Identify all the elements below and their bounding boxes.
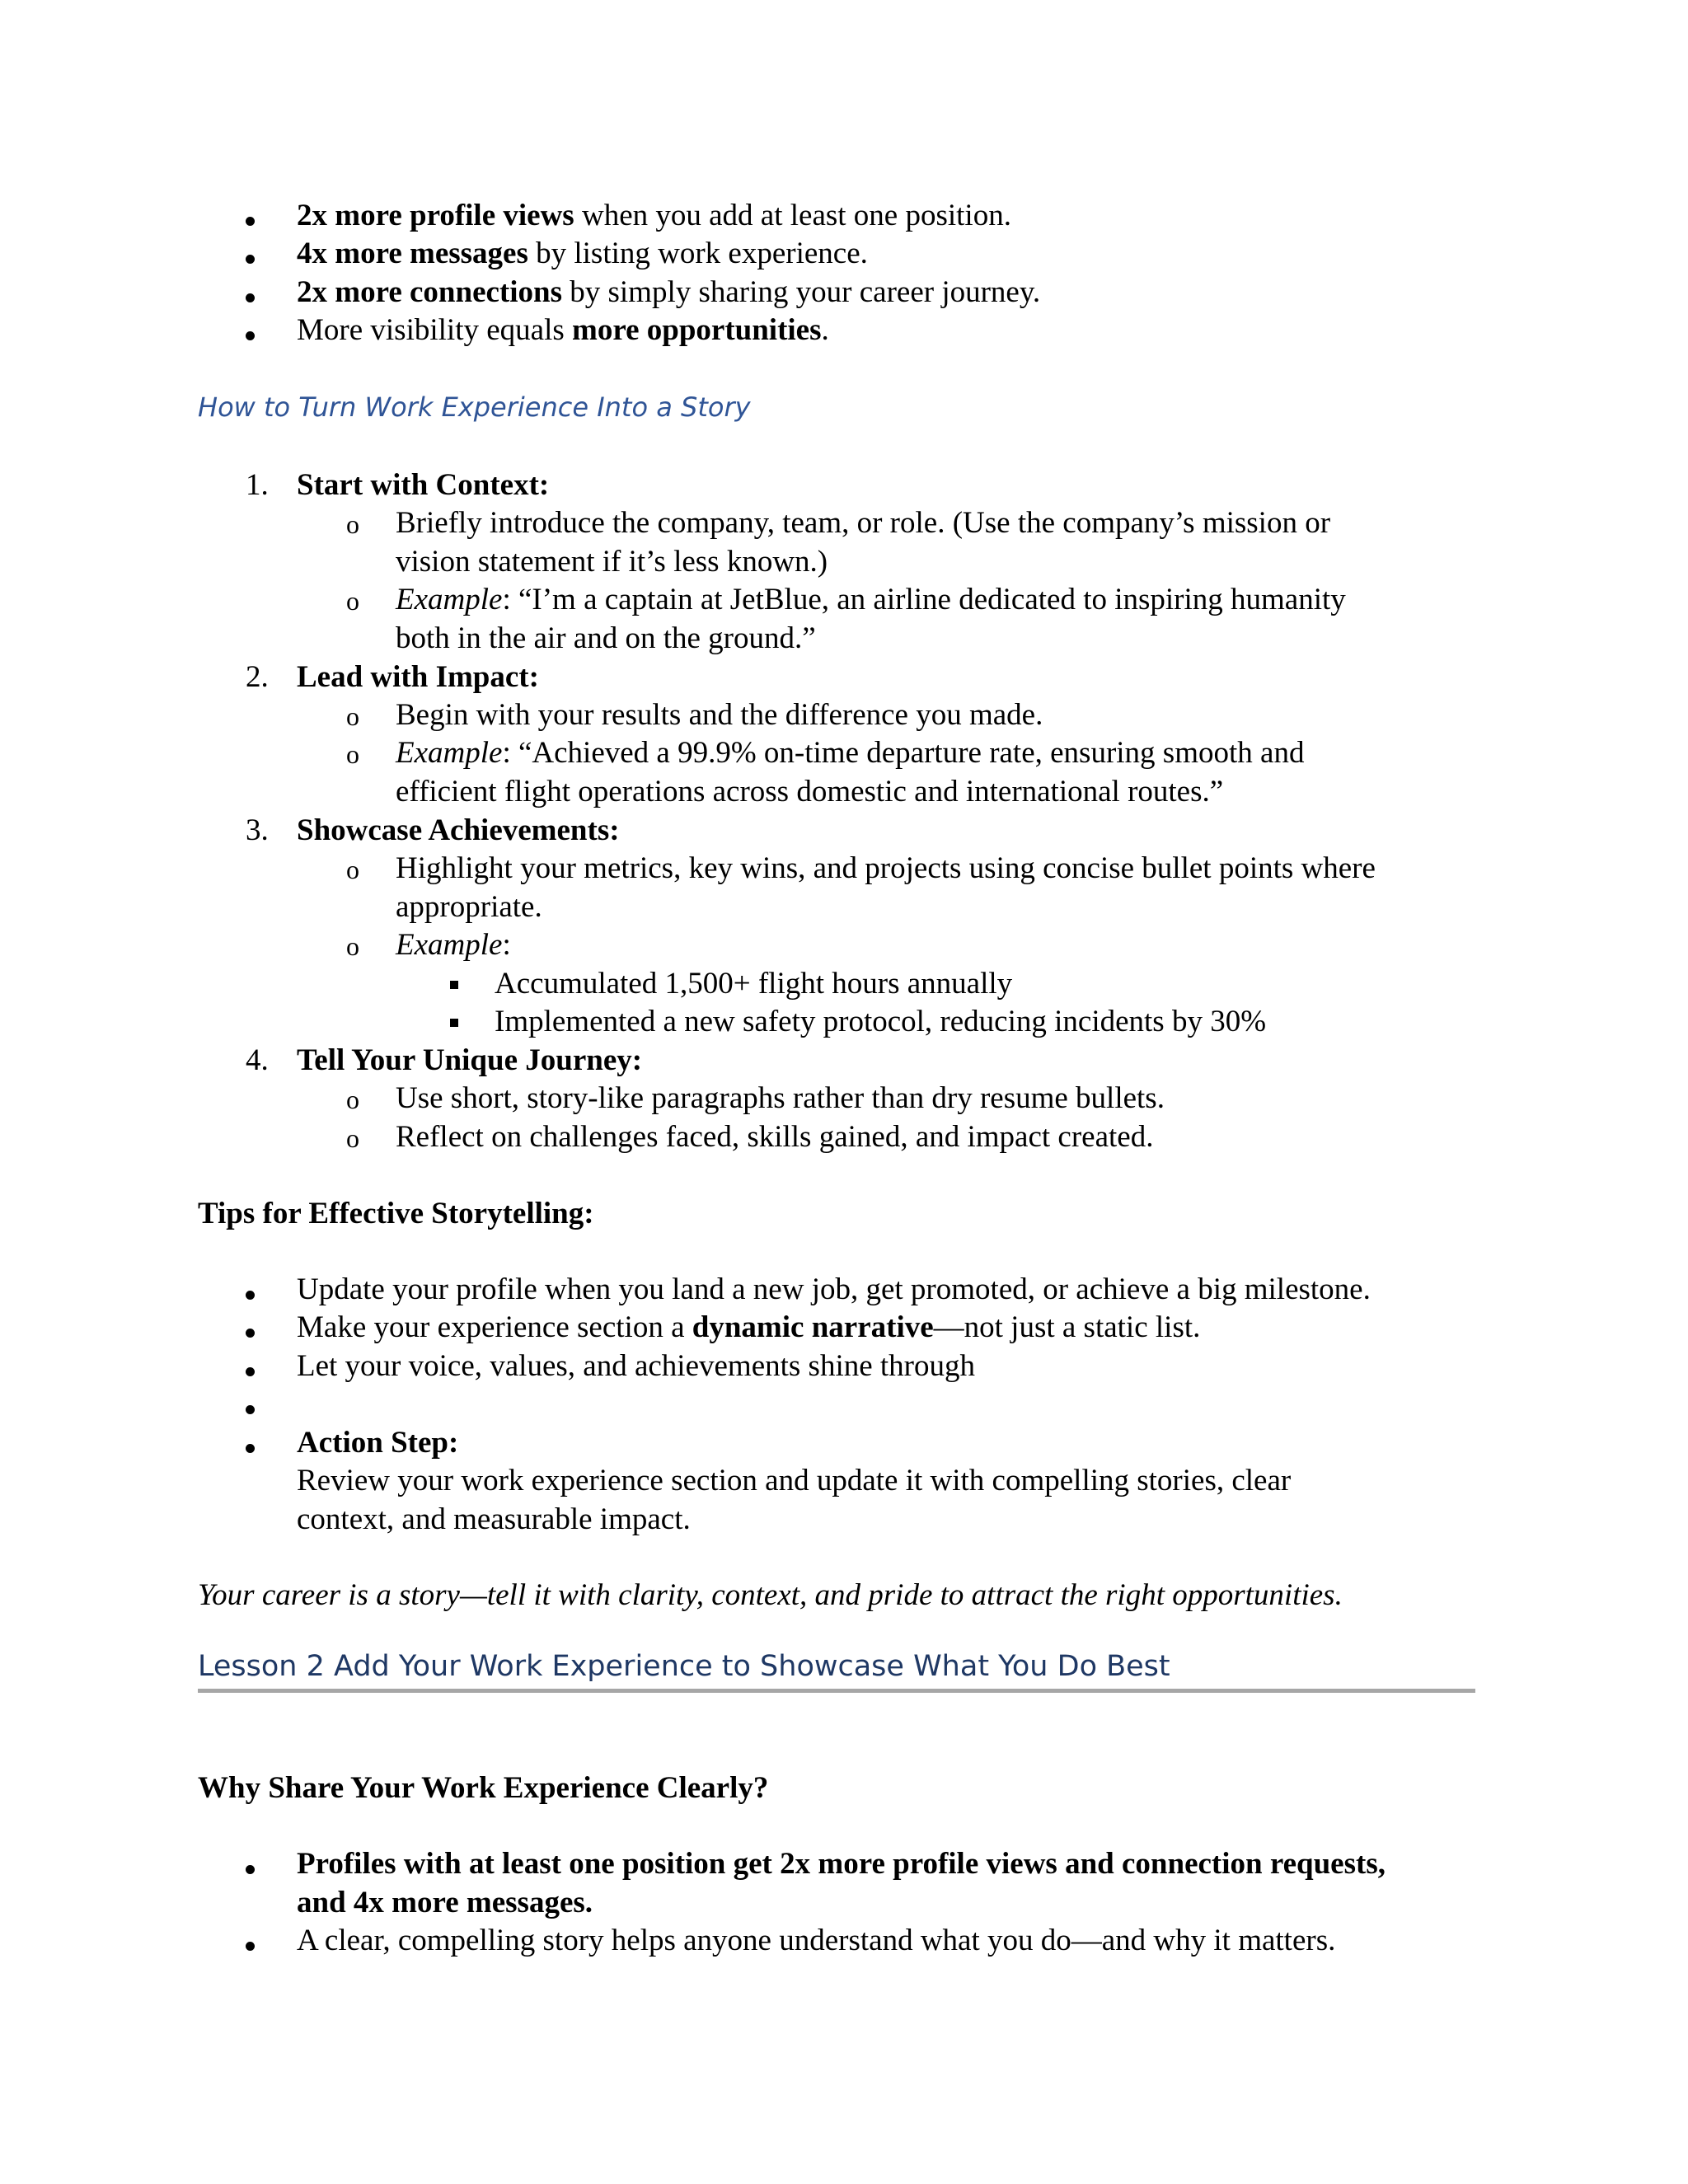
step-detail: Briefly introduce the company, team, or role. (Use the company’s mission or [396, 506, 1331, 540]
step-detail: appropriate. [396, 890, 542, 924]
bullet-marker [246, 217, 255, 226]
closing-statement: Your career is a story—tell it with clarity, context, and pride to attract the right opportunities. [198, 1578, 1343, 1612]
heading-underline [198, 1689, 1475, 1693]
step-example: both in the air and on the ground.” [396, 621, 816, 655]
tip-item: Make your experience section a dynamic narrative—not just a static list. [297, 1310, 1201, 1344]
bullet-profile-views: 2x more profile views when you add at least one position. [297, 199, 1011, 232]
step-detail: Reflect on challenges faced, skills gained, and impact created. [396, 1120, 1154, 1154]
bullet-marker [246, 293, 255, 302]
step-example: Example: “I’m a captain at JetBlue, an airline dedicated to inspiring humanity [396, 583, 1346, 616]
action-step-text: context, and measurable impact. [297, 1502, 691, 1536]
action-step-title: Action Step: [297, 1426, 459, 1460]
why-bullet: A clear, compelling story helps anyone understand what you do—and why it matters. [297, 1924, 1336, 1957]
bullet-marker [246, 331, 255, 340]
bullet-marker [246, 1942, 255, 1951]
circle-marker: o [346, 509, 359, 539]
bullet-marker [246, 1444, 255, 1453]
step-number: 1. [246, 468, 269, 502]
step-title: Tell Your Unique Journey: [297, 1043, 643, 1077]
step-detail: Begin with your results and the difference you made. [396, 698, 1043, 732]
action-step-text: Review your work experience section and update it with compelling stories, clear [297, 1464, 1292, 1497]
step-number: 2. [246, 660, 269, 694]
step-detail: vision statement if it’s less known.) [396, 545, 828, 579]
square-marker [450, 981, 458, 989]
circle-marker: o [346, 855, 359, 884]
tip-item: Update your profile when you land a new job, get promoted, or achieve a big milestone. [297, 1272, 1371, 1306]
step-detail: Use short, story-like paragraphs rather than dry resume bullets. [396, 1081, 1165, 1115]
story-subheading: How to Turn Work Experience Into a Story [198, 391, 751, 423]
bullet-marker [246, 1405, 255, 1414]
step-example: Example: “Achieved a 99.9% on-time departure rate, ensuring smooth and [396, 736, 1305, 770]
square-marker [450, 1019, 458, 1027]
lesson-heading: Lesson 2 Add Your Work Experience to Showcase What You Do Best [198, 1650, 1170, 1683]
achievement-item: Implemented a new safety protocol, reducing incidents by 30% [495, 1005, 1267, 1038]
why-heading: Why Share Your Work Experience Clearly? [198, 1771, 769, 1805]
bullet-marker [246, 1367, 255, 1376]
bullet-marker [246, 1291, 255, 1300]
step-number: 3. [246, 813, 269, 847]
circle-marker: o [346, 701, 359, 731]
why-bullet: Profiles with at least one position get 2x more profile views and connection requests, [297, 1847, 1386, 1881]
bullet-marker [246, 255, 255, 264]
step-example: Example: [396, 928, 511, 962]
circle-marker: o [346, 1123, 359, 1153]
step-example: efficient flight operations across domestic and international routes.” [396, 775, 1224, 808]
why-bullet: and 4x more messages. [297, 1886, 593, 1919]
circle-marker: o [346, 586, 359, 616]
achievement-item: Accumulated 1,500+ flight hours annually [495, 967, 1013, 1001]
tip-item: Let your voice, values, and achievements shine through [297, 1349, 975, 1383]
bullet-connections: 2x more connections by simply sharing your career journey. [297, 275, 1041, 309]
step-number: 4. [246, 1043, 269, 1077]
bullet-visibility: More visibility equals more opportunities. [297, 313, 829, 347]
step-title: Showcase Achievements: [297, 813, 620, 847]
tips-heading: Tips for Effective Storytelling: [198, 1197, 594, 1230]
circle-marker: o [346, 1085, 359, 1114]
circle-marker: o [346, 931, 359, 961]
step-detail: Highlight your metrics, key wins, and projects using concise bullet points where [396, 851, 1376, 885]
circle-marker: o [346, 739, 359, 769]
bullet-marker [246, 1865, 255, 1874]
bullet-messages: 4x more messages by listing work experience. [297, 237, 868, 270]
step-title: Lead with Impact: [297, 660, 539, 694]
bullet-marker [246, 1329, 255, 1338]
step-title: Start with Context: [297, 468, 550, 502]
